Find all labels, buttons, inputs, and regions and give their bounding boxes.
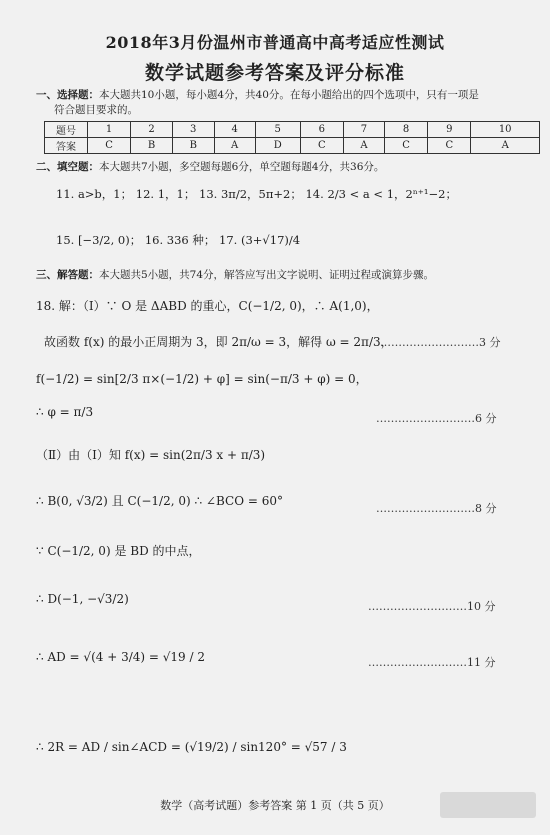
section1-desc2: 符合题目要求的。: [54, 104, 138, 116]
table-cell: 9: [428, 122, 471, 138]
q18-step9: ∴ AD = √(4 + 3/4) = √19 / 2: [36, 650, 205, 664]
q18-step8: ∴ D(−1, −√3/2): [36, 592, 129, 606]
q18-step5: （Ⅱ）由（Ⅰ）知 f(x) = sin(2π/3 x + π/3): [36, 448, 266, 462]
table-cell: 4: [214, 122, 255, 138]
exam-title: 2018年3月份温州市普通高中高考适应性测试: [105, 33, 445, 52]
section3-heading: 三、解答题：: [36, 269, 99, 281]
page-footer: 数学（高考试题）参考答案 第 1 页（共 5 页）: [160, 799, 390, 812]
q18-step3: f(−1/2) = sin[2/3 π×(−1/2) + φ] = sin(−π/3 + φ) = 0，: [36, 372, 368, 386]
score-6: ………………………6 分: [376, 412, 497, 425]
q18-step10: ∴ 2R = AD / sin∠ACD = (√19/2) / sin120° = √57 / 3: [36, 740, 347, 754]
row-label-number: 题号: [45, 122, 88, 138]
section1-intro: [36, 88, 536, 118]
section3-desc: 本大题共5小题，共74分，解答应写出文字说明、证明过程或演算步骤。: [99, 269, 435, 281]
table-cell: A: [343, 138, 384, 154]
table-cell: 6: [300, 122, 343, 138]
q18-step6: ∴ B(0, √3/2) 且 C(−1/2, 0) ∴ ∠BCO = 60°: [36, 494, 283, 508]
table-cell: 7: [343, 122, 384, 138]
table-cell: C: [88, 138, 131, 154]
section2-heading: 二、填空题：: [36, 161, 99, 173]
table-row: [45, 122, 540, 138]
table-cell: 2: [131, 122, 173, 138]
table-cell: C: [300, 138, 343, 154]
table-cell: 10: [471, 122, 540, 138]
table-cell: 5: [255, 122, 300, 138]
table-cell: B: [172, 138, 214, 154]
q18-step2: 故函数 f(x) 的最小正周期为 3，即 2π/ω = 3，解得 ω = 2π/3，: [44, 335, 393, 349]
table-row: [45, 138, 540, 154]
score-11: ………………………11 分: [368, 656, 496, 669]
score-8: ………………………8 分: [376, 502, 497, 515]
section2-desc: 本大题共7小题，多空题每题6分，单空题每题4分，共36分。: [99, 161, 385, 173]
section2-intro: [36, 160, 384, 175]
row-label-answer: 答案: [45, 138, 88, 154]
table-cell: C: [385, 138, 428, 154]
table-cell: B: [131, 138, 173, 154]
answer-table: [44, 121, 540, 154]
fill-answers-line1: 11. a>b，1； 12. 1，1； 13. 3π/2，5π+2； 14. 2/3 < a < 1，2ⁿ⁺¹−2；: [56, 187, 457, 201]
q18-step1: 18. 解：（Ⅰ）∵ O 是 ΔABD 的重心，C(−1/2, 0)，∴ A(1,0)，: [36, 299, 379, 313]
table-cell: A: [214, 138, 255, 154]
table-cell: D: [255, 138, 300, 154]
q18-step4: ∴ φ = π/3: [36, 405, 94, 419]
q18-step7: ∵ C(−1/2, 0) 是 BD 的中点，: [36, 544, 201, 558]
section1-desc: 本大题共10小题，每小题4分，共40分。在每小题给出的四个选项中，只有一项是: [99, 89, 479, 101]
table-cell: 8: [385, 122, 428, 138]
section1-heading: 一、选择题：: [36, 89, 99, 101]
table-cell: A: [471, 138, 540, 154]
score-3: ………………………3 分: [380, 336, 501, 349]
table-cell: 3: [172, 122, 214, 138]
watermark-logo: [440, 792, 536, 818]
table-cell: C: [428, 138, 471, 154]
fill-answers-line2: 15. [−3/2, 0)； 16. 336 种； 17. (3+√17)/4: [56, 233, 301, 247]
exam-subtitle: 数学试题参考答案及评分标准: [144, 62, 405, 84]
table-cell: 1: [88, 122, 131, 138]
section3-intro: [36, 268, 434, 283]
score-10: ………………………10 分: [368, 600, 496, 613]
